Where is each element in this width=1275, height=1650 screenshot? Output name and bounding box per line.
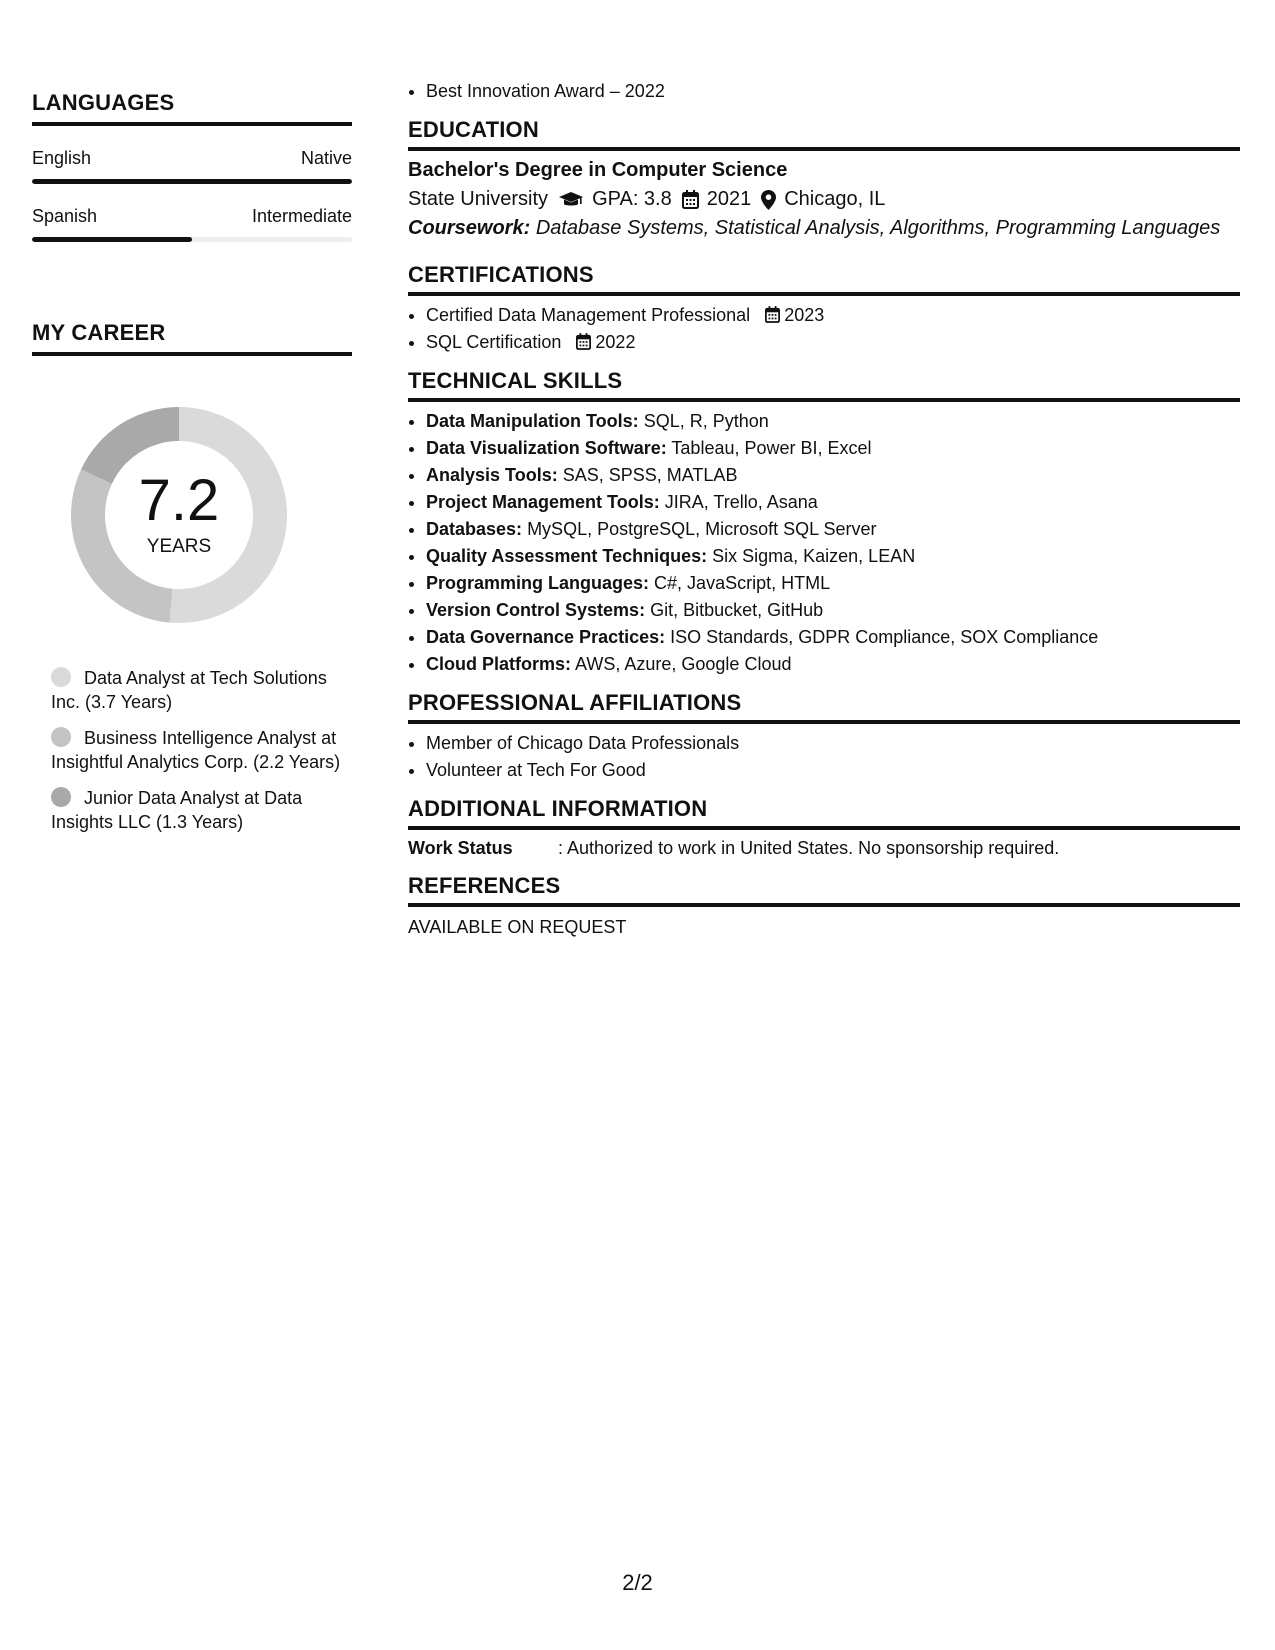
affiliation-item: • Member of Chicago Data Professionals — [426, 730, 1240, 757]
skill-label: Databases: — [426, 519, 523, 539]
language-proficiency-bar — [32, 237, 352, 242]
career-total-unit: YEARS — [146, 536, 212, 557]
education-heading: EDUCATION — [408, 117, 1240, 151]
certification-item — [426, 329, 1240, 356]
skill-label: Data Visualization Software: — [426, 438, 667, 458]
calendar-icon — [576, 333, 591, 350]
legend-item — [51, 666, 352, 714]
donut-center — [64, 400, 294, 630]
education-gpa: GPA: 3.8 — [592, 188, 672, 210]
language-proficiency-bar — [32, 179, 352, 184]
coursework-text: Database Systems, Statistical Analysis, Algorithms, Programming Languages — [535, 217, 1221, 239]
skill-value: ISO Standards, GDPR Compliance, SOX Compliance — [670, 627, 1099, 647]
legend-dot — [51, 667, 71, 687]
skill-item — [426, 570, 1240, 597]
skill-label: Project Management Tools: — [426, 492, 660, 512]
awards-list — [408, 78, 1240, 105]
career-heading: MY CAREER — [32, 320, 352, 356]
legend-item — [51, 786, 352, 834]
career-total-value: 7.2 — [138, 468, 220, 533]
work-status-row — [408, 838, 1240, 859]
skill-value: Six Sigma, Kaizen, LEAN — [712, 546, 916, 566]
skill-item — [426, 408, 1240, 435]
skill-label: Version Control Systems: — [426, 600, 646, 620]
skill-item — [426, 651, 1240, 678]
calendar-icon — [682, 190, 699, 209]
page-number: 2/2 — [622, 1570, 653, 1595]
references-section — [408, 873, 1240, 938]
map-pin-icon — [761, 190, 776, 210]
languages-heading: LANGUAGES — [32, 90, 352, 126]
skill-item — [426, 516, 1240, 543]
certification-name: Certified Data Management Professional — [426, 305, 751, 325]
right-column — [408, 78, 1240, 938]
legend-label: Business Intelligence Analyst at Insightful Analytics Corp. (2.2 Years) — [51, 728, 341, 772]
language-proficiency-fill — [32, 179, 352, 184]
language-name: English — [32, 148, 92, 168]
skill-label: Quality Assessment Techniques: — [426, 546, 708, 566]
language-level: Intermediate — [251, 206, 352, 226]
skill-value: C#, JavaScript, HTML — [654, 573, 831, 593]
affiliation-item: • Volunteer at Tech For Good — [426, 757, 1240, 784]
skill-label: Programming Languages: — [426, 573, 650, 593]
certification-year: 2023 — [784, 305, 825, 325]
skill-item — [426, 462, 1240, 489]
legend-dot — [51, 787, 71, 807]
additional-section — [408, 796, 1240, 859]
language-proficiency-fill — [32, 237, 192, 242]
career-legend — [32, 666, 352, 834]
legend-label: Junior Data Analyst at Data Insights LLC (1.3 Years) — [51, 788, 303, 832]
skill-item — [426, 597, 1240, 624]
certifications-section — [408, 262, 1240, 356]
certification-item — [426, 302, 1240, 329]
skill-value: SAS, SPSS, MATLAB — [562, 465, 738, 485]
language-item — [32, 148, 352, 184]
left-column — [32, 90, 352, 846]
education-location: Chicago, IL — [784, 188, 886, 210]
education-details — [408, 188, 1240, 211]
legend-label: Data Analyst at Tech Solutions Inc. (3.7 Years) — [51, 668, 327, 712]
certifications-heading: CERTIFICATIONS — [408, 262, 1240, 296]
education-school: State University — [408, 188, 549, 210]
skills-heading: TECHNICAL SKILLS — [408, 368, 1240, 402]
legend-dot — [51, 727, 71, 747]
calendar-icon — [765, 306, 780, 323]
graduation-cap-icon — [558, 191, 584, 209]
affiliations-list — [408, 730, 1240, 784]
skill-value: AWS, Azure, Google Cloud — [575, 654, 792, 674]
skill-value: SQL, R, Python — [643, 411, 769, 431]
work-status-value: : Authorized to work in United States. No sponsorship required. — [558, 838, 1060, 858]
education-coursework — [408, 217, 1240, 240]
certification-year: 2022 — [595, 332, 636, 352]
skill-item — [426, 435, 1240, 462]
language-level: Native — [300, 148, 352, 168]
language-item — [32, 206, 352, 242]
certifications-list — [408, 302, 1240, 356]
skill-value: JIRA, Trello, Asana — [664, 492, 818, 512]
skills-list — [408, 408, 1240, 678]
skill-value: MySQL, PostgreSQL, Microsoft SQL Server — [527, 519, 877, 539]
affiliations-section — [408, 690, 1240, 784]
career-donut-chart — [64, 400, 294, 630]
certification-name: SQL Certification — [426, 332, 562, 352]
skill-item — [426, 489, 1240, 516]
language-name: Spanish — [32, 206, 98, 226]
skills-section — [408, 368, 1240, 678]
references-text: AVAILABLE ON REQUEST — [408, 917, 627, 937]
additional-heading: ADDITIONAL INFORMATION — [408, 796, 1240, 830]
skill-value: Git, Bitbucket, GitHub — [650, 600, 824, 620]
skill-label: Data Manipulation Tools: — [426, 411, 639, 431]
affiliations-heading: PROFESSIONAL AFFILIATIONS — [408, 690, 1240, 724]
skill-item — [426, 624, 1240, 651]
skill-value: Tableau, Power BI, Excel — [671, 438, 872, 458]
skill-label: Cloud Platforms: — [426, 654, 572, 674]
education-year: 2021 — [706, 188, 752, 210]
award-item: • Best Innovation Award – 2022 — [426, 78, 1240, 105]
references-heading: REFERENCES — [408, 873, 1240, 907]
skill-label: Data Governance Practices: — [426, 627, 666, 647]
coursework-label: Coursework: — [408, 217, 531, 239]
education-degree: Bachelor's Degree in Computer Science — [408, 159, 788, 181]
education-section — [408, 117, 1240, 240]
skill-label: Analysis Tools: — [426, 465, 558, 485]
skill-item — [426, 543, 1240, 570]
legend-item — [51, 726, 352, 774]
work-status-key: Work Status — [408, 838, 513, 858]
